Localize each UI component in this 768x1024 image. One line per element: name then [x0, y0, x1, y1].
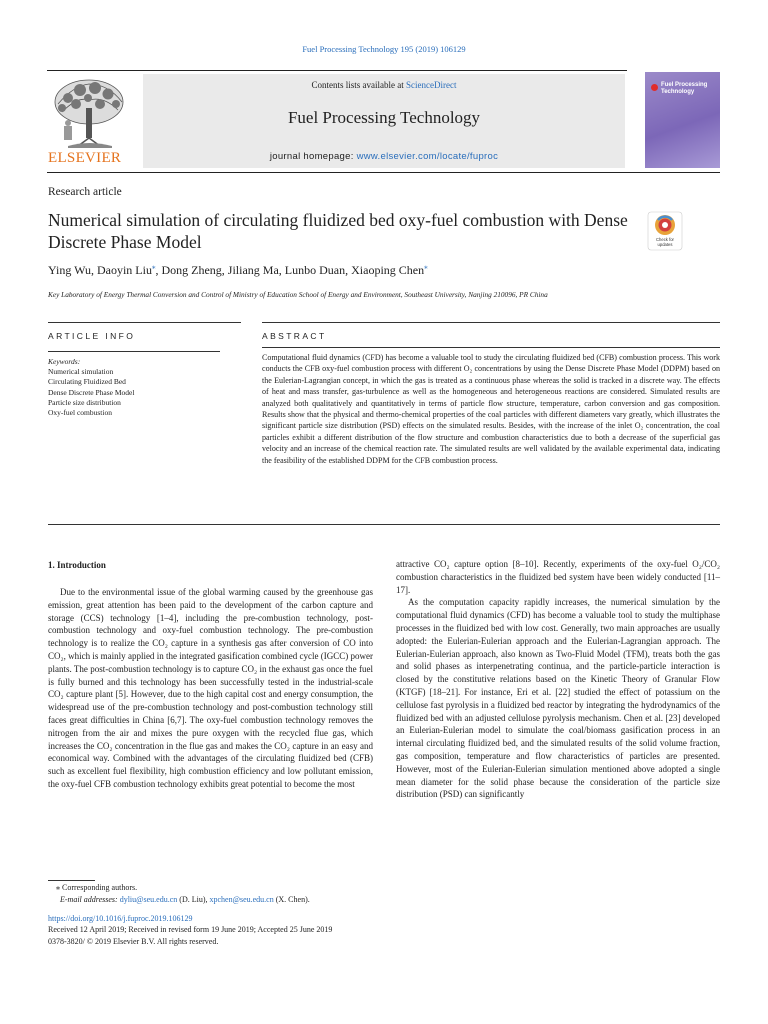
author-name: Xiaoping Chen — [351, 263, 425, 277]
body-column-left — [48, 586, 373, 791]
abstract-bottom-rule — [48, 524, 720, 525]
paragraph: attractive CO₂ capture option [8–10]. Recently, experiments of the oxy-fuel O₂/CO₂ combustion characteristics in the fluidized bed system have been widely conducted [11–17]. — [396, 559, 720, 595]
journal-reference[interactable]: Fuel Processing Technology 195 (2019) 106129 — [302, 44, 466, 54]
affiliation: Key Laboratory of Energy Thermal Conversion and Control of Ministry of Education School of Energy and Environment, Southeast University, Nanjing 210096, PR China — [48, 290, 548, 299]
footnote-rule — [48, 880, 95, 881]
keyword-item: Particle size distribution — [48, 397, 121, 407]
email-owner: (D. Liu), — [177, 895, 210, 904]
author-name: Lunbo Duan — [284, 263, 346, 277]
article-meta — [48, 913, 332, 947]
keyword-item: Circulating Fluidized Bed — [48, 377, 126, 387]
abstract-rule — [262, 322, 720, 323]
keywords-rule — [48, 351, 220, 352]
abstract-text: Computational fluid dynamics (CFD) has become a valuable tool to study the circulating fluidized bed (CFB) combustion process. This work conducts the CFB oxy-fuel combustion process with different O₂ concentrations by using the Dense Discrete Phase Model (DDPM) based on the Eulerian-Lagrangian concept, in which the gas is treated as a continuous phase whereas the solid is tracked in a discrete way. The effects of heat and mass transfer, gas-turbulence as well as the homogeneous and heterogeneous reactions are considered. Simulated results are analyzed both qualitatively and quantitatively in terms of particle flow structure, temperature, carbon conversion and gas composition. Results show that the physical and thermo-chemical properties of the coal particles with different diameters vary greatly, which illustrates the significant particle size distribution (PSD) effects on the simulated results. Besides, with the increase of the inlet O₂ concentration, the coal particles exhibit a different distribution of the flow structure and combustion characteristics due to both a decrease of the superficial gas velocity and an increase of the chemical reaction rate. The simulated results are well validated by the available experimental data, indicating the feasibility of the established DDPM for the CFB combustion process. — [262, 353, 720, 465]
keywords-label: Keywords: — [48, 357, 81, 366]
journal-title: Fuel Processing Technology — [287, 108, 481, 127]
homepage-link[interactable]: www.elsevier.com/locate/fuproc — [356, 151, 499, 162]
svg-text:updates: updates — [657, 242, 673, 247]
cover-title: Fuel Processing Technology — [661, 82, 708, 95]
homepage-prefix: journal homepage: — [269, 151, 357, 162]
corresponding-mark[interactable]: ⁎ — [424, 263, 428, 271]
contents-line — [143, 80, 625, 90]
author-name: Jiliang Ma — [227, 263, 279, 277]
elsevier-wordmark: ELSEVIER — [48, 150, 122, 166]
header-rule-bottom — [47, 172, 720, 173]
abstract-rule-inner — [262, 347, 720, 348]
corresponding-note: ⁎ Corresponding authors. — [56, 883, 138, 892]
doi-link[interactable]: https://doi.org/10.1016/j.fuproc.2019.106129 — [48, 914, 193, 923]
email-label: E-mail addresses: — [60, 895, 120, 904]
contents-prefix: Contents lists available at — [311, 80, 406, 90]
received-dates: Received 12 April 2019; Received in revised form 19 June 2019; Accepted 25 June 2019 — [48, 925, 333, 935]
corresponding-mark[interactable]: ⁎ — [151, 263, 156, 271]
author-name: Daoyin Liu — [96, 263, 152, 277]
header-rule-top — [47, 70, 627, 71]
keyword-item: Dense Discrete Phase Model — [48, 387, 135, 397]
paragraph: Due to the environmental issue of the global warming caused by the greenhouse gas emission, great attention has been paid to the development of the carbon capture and storage (CCS) technology [1–4], including the pre-combustion technology, post-combustion technology and oxy-fuel combustion technology. The pre-combustion technology is to realize the CO₂ capture in a synthesis gas after conversion of CO into CO₂, which is mainly applied in the integrated gasification combined cycle (IGCC) power plants. The post-combustion technology is to capture CO₂ in the exhaust gas once the fuel is fully burned and this technology has been successfully tested in the industrial-scale CO₂ capture plant [5]. However, due to the high capital cost and energy consumption, the widespread use of the pre-combustion technology and post-combustion technology still faces great difficulties in China [6,7]. The oxy-fuel combustion technology removes the nitrogen from the air and mixes the pure oxygen with the recycled flue gas, which increases the CO₂ concentration in the flue gas and makes the CO₂ capture in an easy and economical way. Combined with the advantages of the circulating fluidized bed (CFB) such as excellent fuel flexibility, high combustion efficiency and low pollutant emission, the oxy-fuel CFB combustion technology exhibits great potential to become the most — [48, 587, 373, 789]
crossmark-icon[interactable] — [645, 211, 685, 251]
body-column-right — [396, 558, 720, 801]
footnote — [48, 882, 310, 906]
copyright: 0378-3820/ © 2019 Elsevier B.V. All rights reserved. — [48, 936, 219, 946]
keywords-block — [48, 357, 134, 418]
sciencedirect-link[interactable]: ScienceDirect — [406, 80, 457, 90]
homepage-line — [143, 151, 625, 162]
keyword-item: Numerical simulation — [48, 367, 114, 377]
email-link[interactable]: dyliu@seu.edu.cn — [119, 895, 178, 904]
email-owner: (X. Chen). — [273, 895, 310, 904]
author-name: Dong Zheng — [161, 263, 222, 277]
keyword-item: Oxy-fuel combustion — [48, 408, 112, 418]
journal-cover-image[interactable] — [645, 72, 720, 168]
section-heading-introduction: 1. Introduction — [48, 560, 106, 570]
author-name: Ying Wu — [48, 263, 91, 277]
article-type: Research article — [48, 186, 122, 198]
paragraph: As the computation capacity rapidly increases, the numerical simulation by the computational fluid dynamics (CFD) has become a valuable tool to study the multiphase processes in the fluidized bed with low cost. Generally, two main approaches are usually adopted: the Eulerian-Eulerian approach and the Eulerian-Lagrangian approach. The Eulerian-Eulerian approach, also known as Two-Fluid Model (TFM), treats both the gas and solid phases as interpenetrating continua, and the particle-particle interaction is closed by the constitutive relations based on the Kinetic Theory of Granular Flow (KTGF) [18–21]. For instance, Eri et al. [22] studied the effect of potassium on the cellulose fast pyrolysis in a fluidized bed reactor by integrating the hydrodynamics of the fluidized bed with an adjusted cellulose pyrolysis mechanism. Chen et al. [23] developed an Eulerian-Eulerian model to simulate the coal/biomass gasification process in an internal circulating fluidized bed, and the simulated results of the solid volume fraction, gas composition, temperature and flow characteristics of particles are presented. However, most of the Eulerian-Eulerian simulation mentioned above adopted a single mean diameter for the solid phase because the consideration of the particle size distribution (PSD) can significantly — [396, 597, 720, 800]
abstract-heading: ABSTRACT — [262, 331, 327, 341]
email-line — [48, 894, 310, 906]
article-info-rule — [48, 322, 241, 323]
author-list: Ying Wu, Daoyin Liu⁎, Dong Zheng, Jiliang Ma, Lunbo Duan, Xiaoping Chen⁎ — [48, 263, 428, 277]
email-link[interactable]: xpchen@seu.edu.cn — [209, 895, 274, 904]
article-info-heading: ARTICLE INFO — [48, 331, 136, 341]
cover-logo-icon — [651, 84, 658, 91]
crossmark-label: Check for — [656, 237, 674, 242]
article-title: Numerical simulation of circulating fluidized bed oxy-fuel combustion with Dense Discrete Phase Model — [48, 210, 628, 252]
